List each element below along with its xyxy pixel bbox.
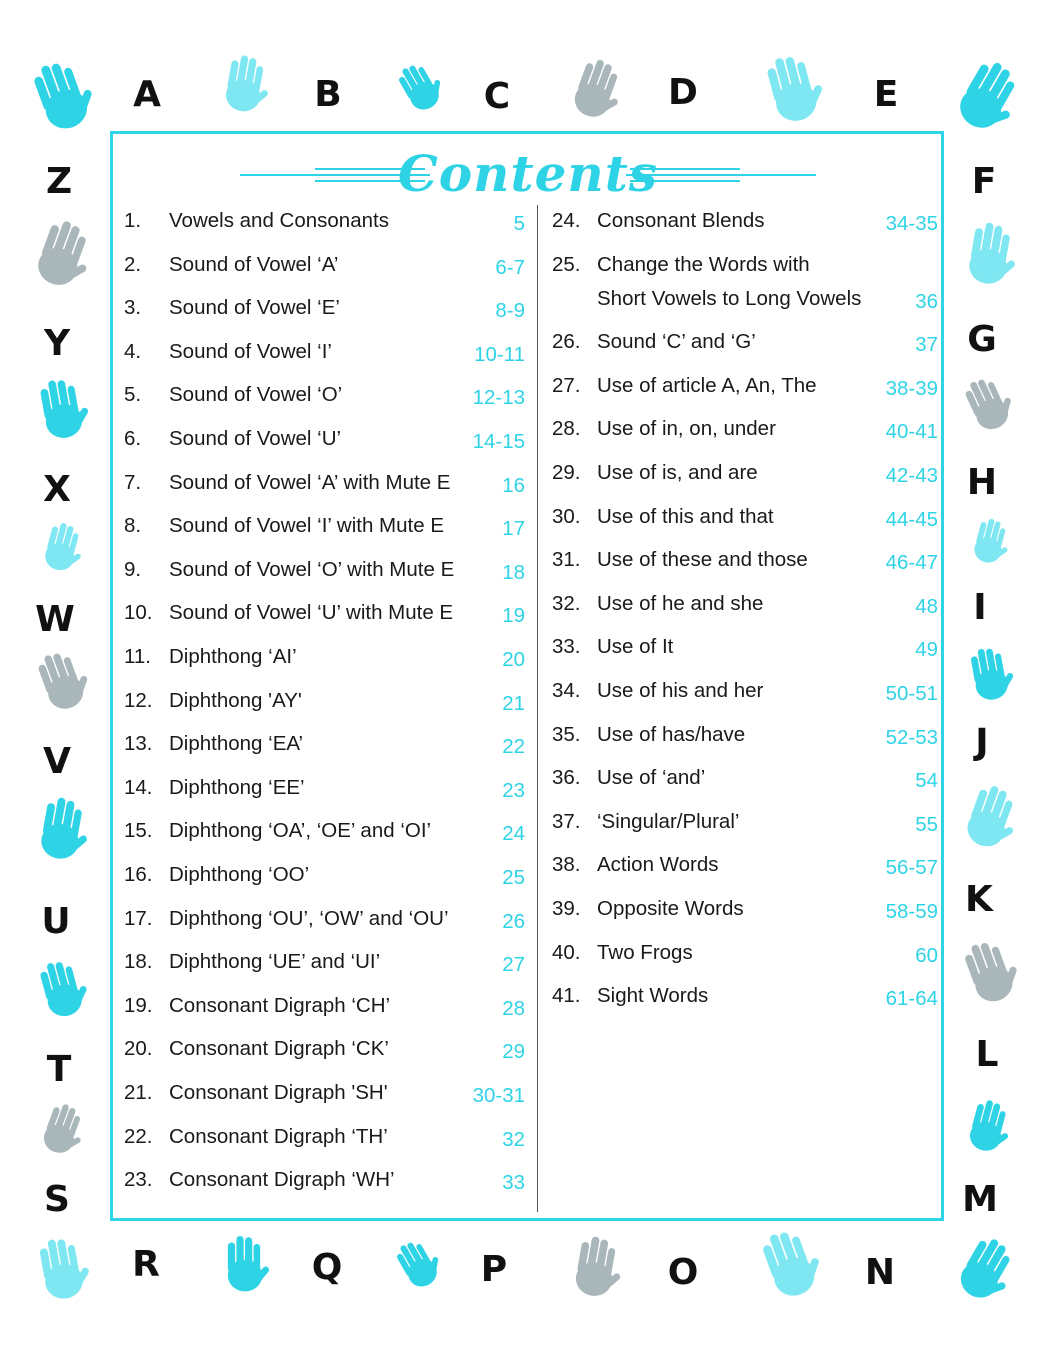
- toc-page-number: 34-35: [885, 212, 938, 235]
- toc-row[interactable]: [124, 1081, 525, 1105]
- border-letter-f: F: [971, 161, 997, 202]
- toc-number: 3.: [124, 296, 142, 320]
- handprint-icon: [936, 1221, 1034, 1319]
- border-letter-u: U: [41, 901, 71, 942]
- border-letter-p: P: [480, 1249, 508, 1290]
- toc-number: 17.: [124, 906, 153, 930]
- toc-title: Diphthong ‘OA’, ‘OE’ and ‘OI’: [169, 819, 432, 843]
- toc-row[interactable]: [552, 984, 938, 1011]
- border-letter-r: R: [132, 1244, 160, 1285]
- toc-number: 16.: [124, 863, 153, 886]
- toc-row[interactable]: [552, 461, 938, 485]
- toc-page-number: 56-57: [885, 856, 938, 880]
- toc-row[interactable]: [552, 209, 938, 233]
- handprint-icon: [11, 46, 114, 149]
- border-letter-j: J: [975, 722, 989, 763]
- toc-row[interactable]: [552, 374, 938, 398]
- toc-title: Sound of Vowel ‘O’: [169, 383, 343, 407]
- toc-page-number: 10-11: [474, 342, 525, 366]
- toc-number: 13.: [124, 732, 153, 756]
- toc-number: 40.: [552, 940, 581, 964]
- toc-page-number: 6-7: [495, 255, 525, 279]
- toc-row[interactable]: [124, 383, 525, 410]
- toc-page-number: 24: [502, 822, 525, 846]
- toc-number: 18.: [124, 950, 153, 974]
- toc-row[interactable]: [552, 330, 938, 357]
- toc-row[interactable]: [552, 679, 938, 703]
- handprint-icon: [25, 1093, 99, 1167]
- border-letter-a: A: [133, 74, 161, 115]
- toc-row[interactable]: [552, 635, 938, 662]
- toc-row[interactable]: [552, 723, 938, 747]
- toc-row[interactable]: [124, 601, 525, 628]
- border-letter-y: Y: [43, 323, 71, 364]
- toc-title: Sound of Vowel ‘A’: [169, 252, 339, 276]
- toc-page-number: 27: [502, 953, 525, 977]
- handprint-icon: [932, 42, 1041, 151]
- toc-title: Two Frogs: [597, 940, 693, 964]
- toc-row[interactable]: [552, 941, 938, 965]
- toc-page-number: 28: [502, 996, 525, 1020]
- toc-title: Opposite Words: [597, 897, 744, 920]
- toc-number: 22.: [124, 1124, 153, 1148]
- toc-title: Diphthong ‘UE’ and ‘UI’: [169, 950, 381, 974]
- border-letter-k: K: [965, 879, 993, 920]
- toc-row[interactable]: [124, 296, 525, 323]
- border-letter-z: Z: [45, 161, 73, 202]
- border-letter-d: D: [668, 72, 698, 113]
- toc-row[interactable]: [552, 766, 938, 793]
- handprint-icon: [382, 50, 458, 126]
- border-letter-l: L: [975, 1034, 999, 1075]
- toc-page-number: 30-31: [472, 1084, 525, 1107]
- toc-row[interactable]: [124, 427, 525, 451]
- handprint-icon: [207, 47, 283, 123]
- toc-title: Diphthong ‘EA’: [169, 732, 304, 756]
- toc-row[interactable]: [552, 810, 938, 834]
- toc-page-number: 58-59: [885, 900, 938, 923]
- toc-row[interactable]: [124, 819, 525, 846]
- toc-row[interactable]: [124, 732, 525, 759]
- toc-page-number: 12-13: [472, 386, 525, 410]
- handprint-icon: [958, 510, 1022, 574]
- column-divider: [537, 205, 538, 1212]
- toc-row[interactable]: [124, 1125, 525, 1149]
- toc-row[interactable]: [124, 907, 525, 931]
- border-letter-v: V: [43, 741, 71, 782]
- toc-row[interactable]: [552, 548, 938, 575]
- toc-row[interactable]: [552, 505, 938, 529]
- toc-page-number: 40-41: [885, 420, 938, 444]
- toc-row[interactable]: [124, 340, 525, 364]
- toc-number: 11.: [124, 645, 151, 668]
- toc-title: Diphthong ‘OO’: [169, 863, 310, 886]
- toc-row[interactable]: [124, 645, 525, 669]
- toc-title: Diphthong ‘EE’: [169, 775, 305, 799]
- handprint-icon: [20, 1228, 103, 1311]
- handprint-icon: [944, 772, 1036, 864]
- toc-title: Change the Words with: [597, 252, 810, 276]
- toc-number: 5.: [124, 383, 142, 407]
- toc-page-number: 16: [502, 473, 525, 497]
- handprint-icon: [18, 638, 105, 725]
- toc-row[interactable]: [124, 689, 525, 713]
- handprint-icon: [948, 213, 1031, 296]
- toc-number: 37.: [552, 809, 581, 833]
- toc-number: 7.: [124, 470, 142, 494]
- toc-title: Action Words: [597, 853, 719, 877]
- toc-number: 12.: [124, 688, 153, 712]
- toc-number: 2.: [124, 252, 142, 276]
- toc-page-number: 60: [915, 943, 938, 967]
- toc-page-number: 61-64: [885, 987, 938, 1011]
- toc-row[interactable]: [124, 253, 525, 277]
- toc-page-number: 54: [915, 769, 938, 793]
- handprint-icon: [951, 1090, 1024, 1163]
- toc-row[interactable]: [124, 514, 525, 541]
- toc-title: Use of this and that: [597, 504, 774, 528]
- handprint-icon: [740, 1215, 840, 1315]
- toc-title: Consonant Digraph ‘CK’: [169, 1037, 389, 1061]
- toc-row[interactable]: [552, 592, 938, 616]
- handprint-icon: [212, 1232, 278, 1298]
- toc-page-number: 22: [502, 735, 525, 759]
- toc-page-number: 52-53: [885, 725, 938, 749]
- toc-page-number: 29: [502, 1040, 525, 1064]
- toc-title-continued: Short Vowels to Long Vowels: [597, 286, 862, 310]
- toc-title: Use of he and she: [597, 591, 764, 615]
- border-letter-w: W: [35, 599, 75, 640]
- toc-title: Sound of Vowel ‘A’ with Mute E: [169, 470, 451, 494]
- toc-title: Sight Words: [597, 984, 709, 1008]
- toc-page-number: 50-51: [885, 682, 938, 705]
- handprint-icon: [944, 927, 1036, 1019]
- toc-page-number: 44-45: [885, 507, 938, 531]
- toc-number: 29.: [552, 461, 581, 484]
- toc-page-number: 55: [915, 812, 938, 836]
- handprint-icon: [21, 369, 102, 450]
- title-banner: [240, 138, 816, 208]
- toc-row[interactable]: [124, 209, 525, 233]
- toc-number: 35.: [552, 722, 581, 746]
- handprint-icon: [22, 950, 103, 1031]
- border-letter-q: Q: [311, 1247, 343, 1288]
- toc-row[interactable]: [552, 417, 938, 444]
- toc-title: Use of has/have: [597, 722, 746, 746]
- toc-number: 4.: [124, 339, 142, 363]
- toc-number: 1.: [124, 209, 142, 232]
- toc-row[interactable]: [124, 950, 525, 977]
- toc-number: 36.: [552, 766, 581, 790]
- toc-title: Use of article A, An, The: [597, 373, 817, 397]
- toc-title: Use of ‘and’: [597, 766, 706, 790]
- handprint-icon: [555, 1227, 636, 1308]
- border-letter-i: I: [973, 587, 987, 628]
- toc-title: Use of It: [597, 635, 674, 659]
- toc-row[interactable]: [552, 853, 938, 880]
- toc-row[interactable]: [124, 994, 525, 1018]
- toc-number: 26.: [552, 330, 581, 354]
- toc-number: 14.: [124, 775, 153, 799]
- border-letter-e: E: [873, 74, 899, 115]
- toc-title: Use of is, and are: [597, 461, 758, 484]
- toc-row[interactable]: [124, 1037, 525, 1064]
- toc-number: 6.: [124, 427, 142, 450]
- toc-page-number: 32: [502, 1127, 525, 1151]
- toc-row[interactable]: [552, 897, 938, 921]
- toc-title: Consonant Blends: [597, 209, 765, 232]
- page-title: Contents: [397, 144, 658, 203]
- toc-row[interactable]: [124, 776, 525, 800]
- toc-title: Sound of Vowel ‘I’: [169, 339, 332, 363]
- toc-number: 21.: [124, 1081, 153, 1104]
- handprint-icon: [552, 46, 639, 133]
- border-letter-o: O: [667, 1252, 699, 1293]
- toc-page-number: 21: [502, 691, 525, 715]
- toc-page-number: 42-43: [885, 464, 938, 487]
- handprint-icon: [13, 206, 110, 303]
- toc-number: 41.: [552, 984, 581, 1008]
- toc-page-number: 20: [502, 648, 525, 671]
- handprint-icon: [947, 364, 1029, 446]
- toc-title: Diphthong 'AY': [169, 688, 302, 712]
- border-letter-x: X: [43, 469, 71, 510]
- toc-number: 30.: [552, 504, 581, 528]
- handprint-icon: [28, 514, 97, 583]
- toc-number: 8.: [124, 514, 142, 538]
- toc-title: Sound of Vowel ‘U’: [169, 427, 342, 450]
- toc-row[interactable]: [124, 558, 525, 582]
- toc-title: Diphthong ‘AI’: [169, 645, 297, 668]
- toc-number: 10.: [124, 601, 153, 625]
- toc-number: 28.: [552, 417, 581, 441]
- toc-page-number: 49: [915, 638, 938, 662]
- toc-page-number: 23: [502, 778, 525, 802]
- toc-title: Consonant Digraph ‘TH’: [169, 1124, 388, 1148]
- toc-row[interactable]: [124, 1168, 525, 1195]
- border-letter-s: S: [44, 1179, 70, 1220]
- handprint-icon: [745, 42, 841, 138]
- toc-title: Sound of Vowel ‘U’ with Mute E: [169, 601, 454, 625]
- toc-page-number: 36: [915, 289, 938, 313]
- toc-title: Sound of Vowel ‘O’ with Mute E: [169, 557, 455, 581]
- toc-title: Use of his and her: [597, 679, 764, 702]
- toc-page-number: 46-47: [885, 551, 938, 575]
- toc-title: Vowels and Consonants: [169, 209, 389, 232]
- toc-number: 34.: [552, 679, 581, 702]
- toc-page-number: 48: [915, 594, 938, 618]
- toc-title: Diphthong ‘OU’, ‘OW’ and ‘OU’: [169, 906, 449, 930]
- toc-title: Sound of Vowel ‘I’ with Mute E: [169, 514, 444, 538]
- border-letter-m: M: [962, 1179, 998, 1220]
- toc-title: Consonant Digraph 'SH': [169, 1081, 388, 1104]
- toc-number: 25.: [552, 252, 581, 276]
- toc-number: 31.: [552, 548, 581, 572]
- toc-number: 19.: [124, 993, 153, 1017]
- toc-row[interactable]: [552, 252, 938, 313]
- toc-page-number: 25: [502, 866, 525, 889]
- toc-page-number: 8-9: [495, 299, 525, 323]
- toc-page-number: 33: [502, 1171, 525, 1195]
- toc-number: 33.: [552, 635, 581, 659]
- toc-row[interactable]: [124, 863, 525, 887]
- toc-number: 23.: [124, 1168, 153, 1192]
- toc-page-number: 5: [513, 212, 525, 235]
- border-letter-t: T: [46, 1049, 72, 1090]
- handprint-icon: [380, 1227, 456, 1303]
- border-letter-g: G: [967, 319, 997, 360]
- toc-title: Use of in, on, under: [597, 417, 776, 441]
- toc-title: Consonant Digraph ‘WH’: [169, 1168, 395, 1192]
- toc-number: 32.: [552, 591, 581, 615]
- toc-page-number: 38-39: [885, 376, 938, 400]
- border-letter-c: C: [483, 76, 511, 117]
- toc-number: 20.: [124, 1037, 153, 1061]
- toc-page-number: 37: [915, 333, 938, 357]
- toc-number: 39.: [552, 897, 581, 920]
- toc-page-number: 14-15: [472, 430, 525, 453]
- handprint-icon: [20, 788, 103, 871]
- border-letter-n: N: [864, 1252, 896, 1293]
- toc-title: Sound of Vowel ‘E’: [169, 296, 340, 320]
- toc-number: 15.: [124, 819, 153, 843]
- toc-row[interactable]: [124, 471, 525, 495]
- handprint-icon: [954, 639, 1026, 711]
- border-letter-b: B: [314, 74, 342, 115]
- toc-number: 27.: [552, 373, 581, 397]
- toc-number: 24.: [552, 209, 581, 232]
- toc-title: ‘Singular/Plural’: [597, 809, 740, 833]
- toc-page-number: 26: [502, 909, 525, 933]
- border-letter-h: H: [966, 462, 998, 503]
- toc-title: Consonant Digraph ‘CH’: [169, 993, 391, 1017]
- toc-title: Sound ‘C’ and ‘G’: [597, 330, 756, 354]
- toc-number: 38.: [552, 853, 581, 877]
- toc-title: Use of these and those: [597, 548, 808, 572]
- toc-page-number: 18: [502, 560, 525, 584]
- toc-number: 9.: [124, 557, 142, 581]
- toc-page-number: 17: [502, 517, 525, 541]
- toc-page-number: 19: [502, 604, 525, 628]
